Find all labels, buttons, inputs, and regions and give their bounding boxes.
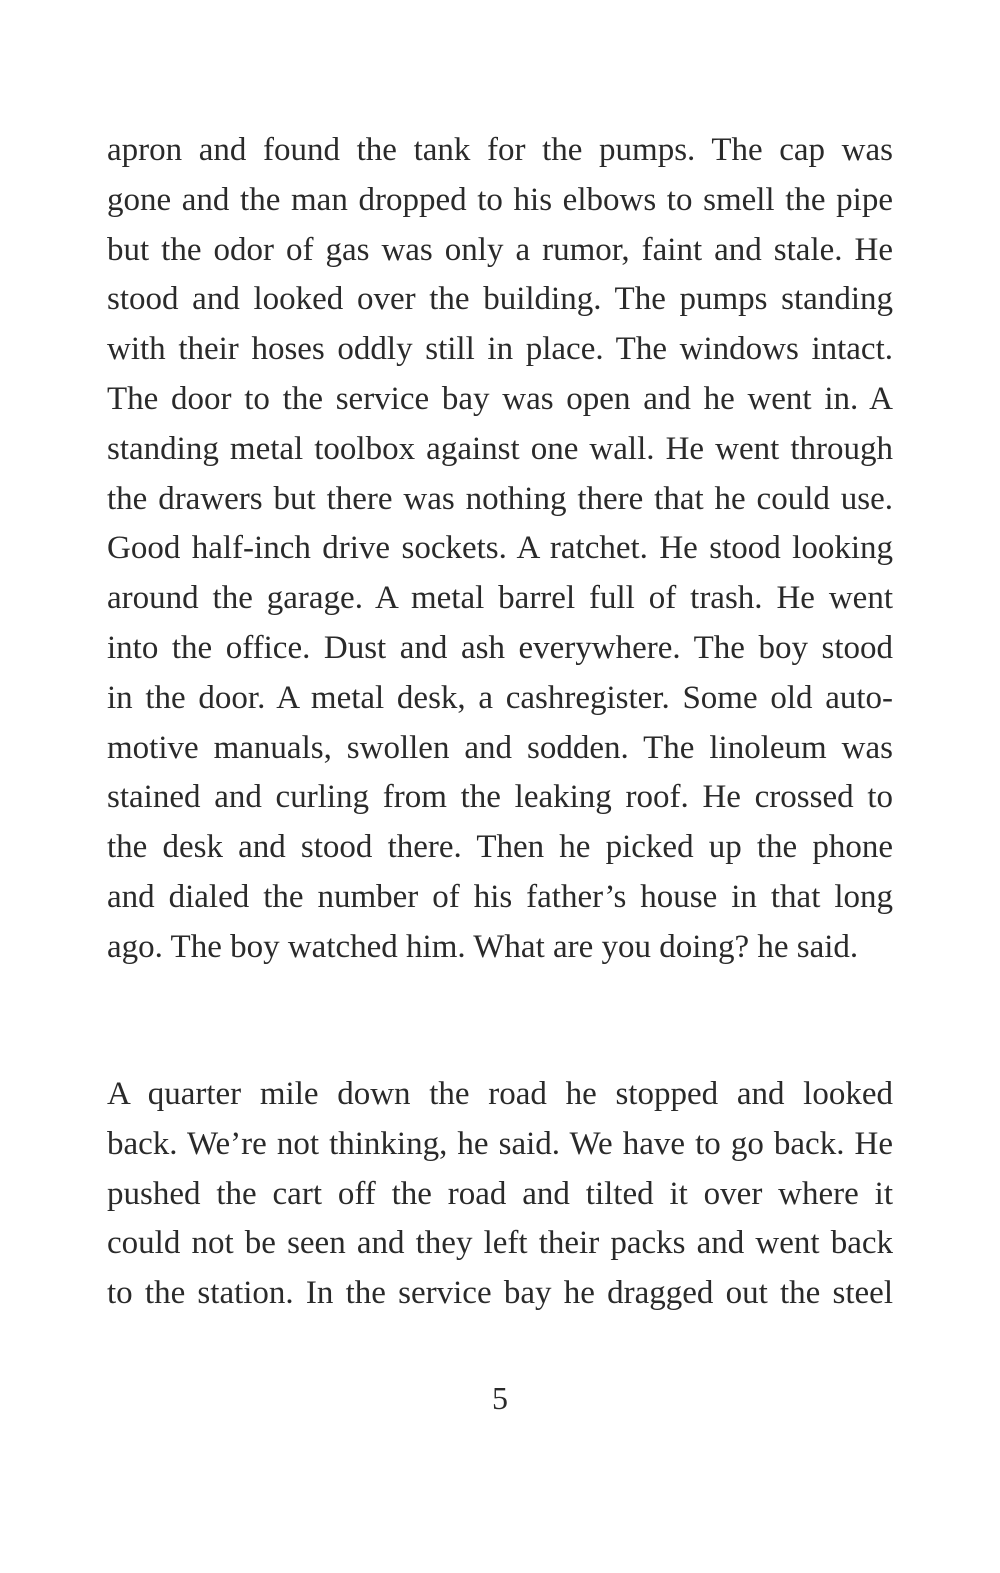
text-line: apron and found the tank for the pumps. The cap was bbox=[107, 132, 893, 168]
text-line: The door to the service bay was open and he went in. A bbox=[107, 380, 893, 417]
paragraph-2 bbox=[107, 1070, 893, 1319]
paragraph-1 bbox=[107, 126, 893, 973]
text-line: could not be seen and they left their packs and went back bbox=[107, 1225, 893, 1262]
text-line: the desk and stood there. Then he picked up the phone bbox=[107, 829, 893, 866]
text-line: pushed the cart off the road and tilted it over where it bbox=[107, 1175, 893, 1212]
text-line: ago. The boy watched him. What are you doing? he said. bbox=[107, 928, 859, 965]
text-line: stood and looked over the building. The pumps standing bbox=[107, 281, 893, 318]
text-line: and dialed the number of his father’s house in that long bbox=[107, 878, 893, 915]
page-number: 5 bbox=[492, 1380, 508, 1416]
text-line: gone and the man dropped to his elbows to smell the pipe bbox=[107, 181, 893, 218]
text-line: A quarter mile down the road he stopped and looked bbox=[107, 1076, 893, 1112]
text-line: back. We’re not thinking, he said. We have to go back. He bbox=[107, 1125, 893, 1162]
text-line: stained and curling from the leaking roof. He crossed to bbox=[107, 779, 893, 816]
text-line: in the door. A metal desk, a cashregister. Some old auto- bbox=[107, 679, 893, 716]
text-line: around the garage. A metal barrel full of trash. He went bbox=[107, 580, 893, 617]
text-line: standing metal toolbox against one wall. He went through bbox=[107, 430, 893, 467]
text-line: Good half-inch drive sockets. A ratchet. He stood looking bbox=[107, 530, 893, 567]
text-line: to the station. In the service bay he dragged out the steel bbox=[107, 1275, 893, 1312]
text-line: motive manuals, swollen and sodden. The linoleum was bbox=[107, 729, 893, 766]
text-line: but the odor of gas was only a rumor, faint and stale. He bbox=[107, 231, 893, 268]
text-line: into the office. Dust and ash everywhere. The boy stood bbox=[107, 629, 893, 666]
text-line: the drawers but there was nothing there that he could use. bbox=[107, 480, 893, 517]
text-line: with their hoses oddly still in place. The windows intact. bbox=[107, 331, 893, 368]
